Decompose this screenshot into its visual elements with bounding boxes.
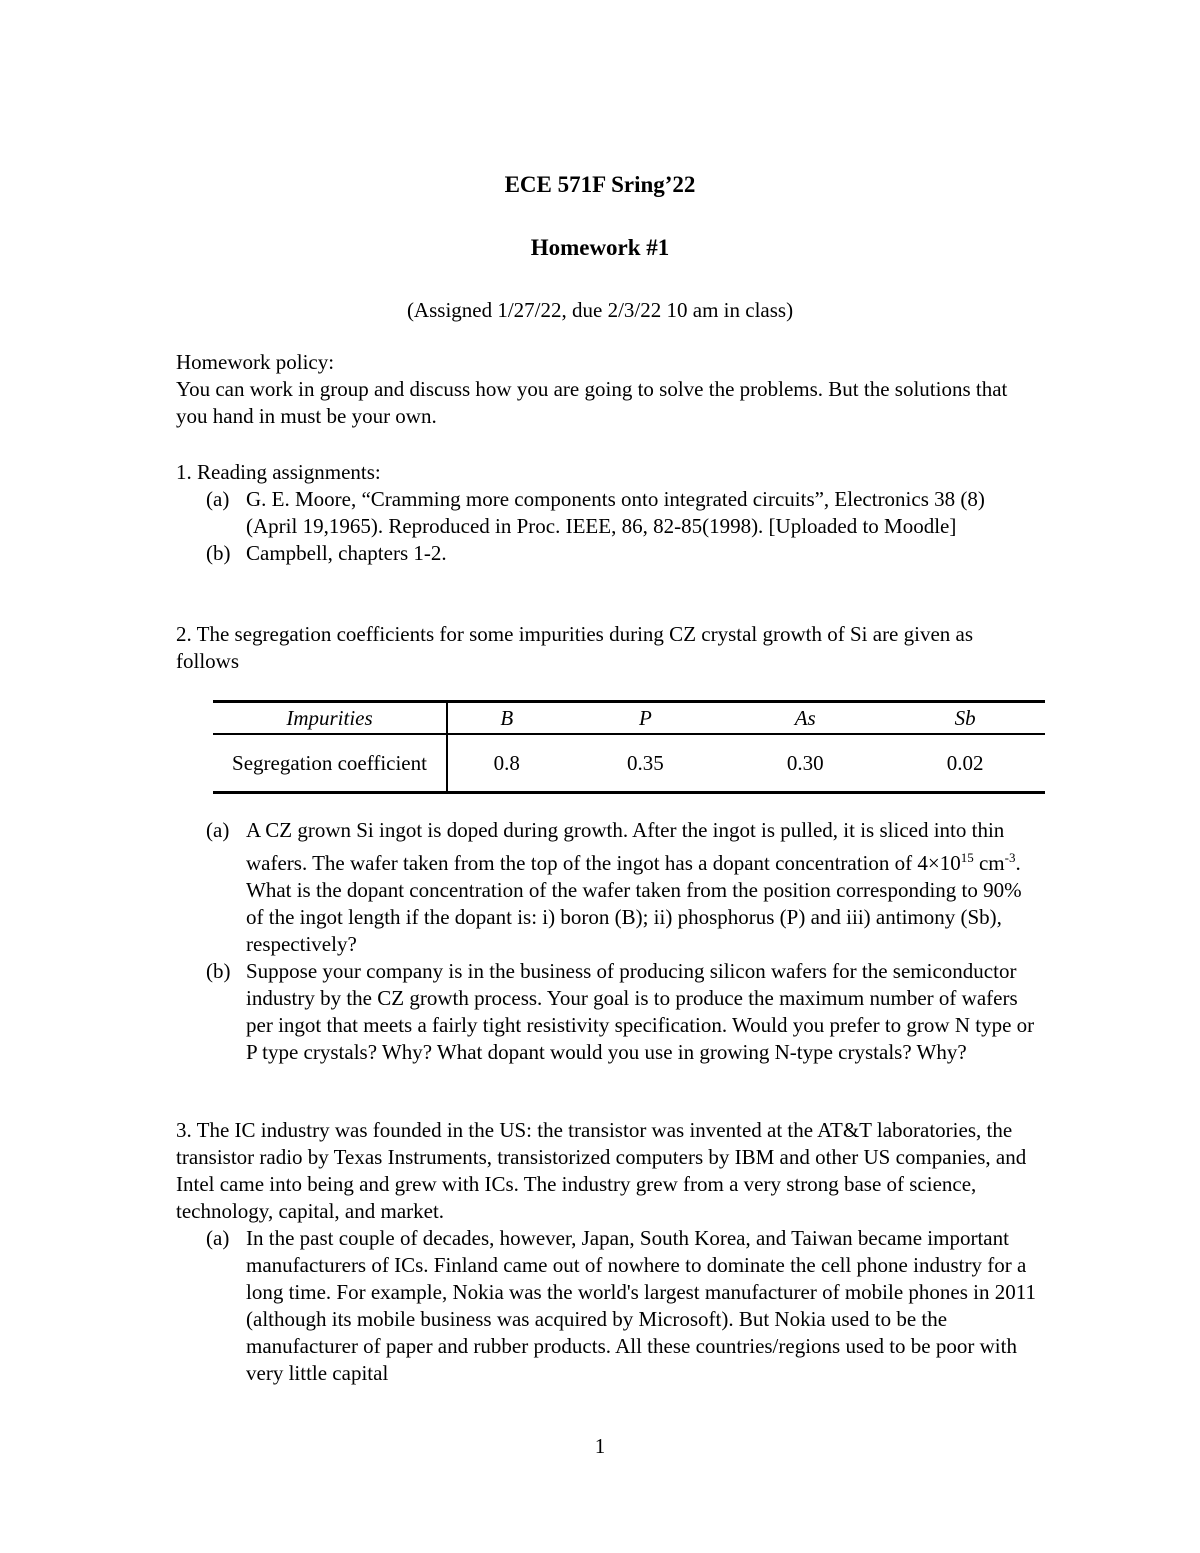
item-text-start: A CZ grown Si ingot is doped during growth. After the ingot is pulled, it is sliced into thin wafers. The wafer taken from the top of the ingot has a dopant concentration of 4×10 xyxy=(246,818,1005,875)
item-text-end: . What is the dopant concentration of the wafer taken from the position corresponding to 90% of the ingot length if the dopant is: i) boron (B); ii) phosphorus (P) and iii) antimony (Sb), respectively? xyxy=(246,851,1022,956)
question-1 xyxy=(176,459,1036,567)
table-header-cell: B xyxy=(447,702,566,735)
unit-text: cm xyxy=(973,851,1005,875)
item-marker: (b) xyxy=(206,959,231,983)
question-3-text: 3. The IC industry was founded in the US: the transistor was invented at the AT&T laboratories, the transistor radio by Texas Instruments, transistorized computers by IBM and other US companies, and Intel came into being and grew with ICs. The industry grew from a very strong base of science, technology, capital, and market. xyxy=(176,1118,1027,1223)
table-header-cell: Sb xyxy=(885,702,1045,735)
item-text: Suppose your company is in the business of producing silicon wafers for the semiconductor industry by the CZ growth process. Your goal is to produce the maximum number of wafers per ingot that meets a fairly tight resistivity specification. Would you prefer to grow N type or P type crystals? Why? What dopant would you use in growing N-type crystals? Why? xyxy=(246,959,1035,1064)
question-3-item-a xyxy=(176,1225,1036,1387)
item-marker: (a) xyxy=(206,818,230,842)
table-row xyxy=(213,734,1045,793)
assigned-date: (Assigned 1/27/22, due 2/3/22 10 am in class) xyxy=(406,298,794,322)
table-header-cell: P xyxy=(566,702,726,735)
question-1-heading: 1. Reading assignments: xyxy=(176,460,381,484)
exponent: 15 xyxy=(960,850,974,865)
table-cell: 0.02 xyxy=(946,751,984,775)
homework-policy xyxy=(176,349,1036,430)
table-header-cell: As xyxy=(725,702,885,735)
question-3 xyxy=(176,1117,1036,1387)
table-row-label: Segregation coefficient xyxy=(213,734,447,793)
item-text: G. E. Moore, “Cramming more components onto integrated circuits”, Electronics 38 (8) (April 19,1965). Reproduced in Proc. IEEE, 86, 82-85(1998). [Uploaded to Moodle] xyxy=(246,487,985,538)
question-2-text: 2. The segregation coefficients for some impurities during CZ crystal growth of Si are given as follows xyxy=(176,622,974,673)
item-marker: (a) xyxy=(206,1226,230,1250)
policy-heading: Homework policy: xyxy=(176,350,335,374)
table-header-row xyxy=(213,702,1045,735)
item-text: In the past couple of decades, however, Japan, South Korea, and Taiwan became important manufacturers of ICs. Finland came out of nowhere to dominate the cell phone industry for a long time. For example, Nokia was the world's largest manufacturer of mobile phones in 2011 (although its mobile business was acquired by Microsoft). But Nokia used to be the manufacturer of paper and rubber products. All these countries/regions used to be poor with very little capital xyxy=(246,1226,1036,1385)
segregation-table xyxy=(213,700,1045,794)
table-cell: 0.35 xyxy=(627,751,664,775)
item-marker: (a) xyxy=(206,487,230,511)
course-title: ECE 571F Sring’22 xyxy=(504,172,696,197)
question-2-parts xyxy=(176,817,1036,1066)
question-2-item-a xyxy=(176,817,1036,958)
homework-title: Homework #1 xyxy=(530,235,670,260)
table-cell: 0.30 xyxy=(786,751,824,775)
question-2-intro xyxy=(176,621,1036,675)
exponent: -3 xyxy=(1004,850,1016,865)
table-header-cell: Impurities xyxy=(213,702,447,735)
question-1-item-a xyxy=(176,486,1036,540)
table-cell: 0.8 xyxy=(493,751,520,775)
policy-text: You can work in group and discuss how you are going to solve the problems. But the solutions that you hand in must be your own. xyxy=(176,377,1008,428)
item-text: Campbell, chapters 1-2. xyxy=(246,541,447,565)
page-number: 1 xyxy=(594,1434,606,1458)
question-1-item-b xyxy=(176,540,1036,567)
question-2-item-b xyxy=(176,958,1036,1066)
item-marker: (b) xyxy=(206,541,231,565)
